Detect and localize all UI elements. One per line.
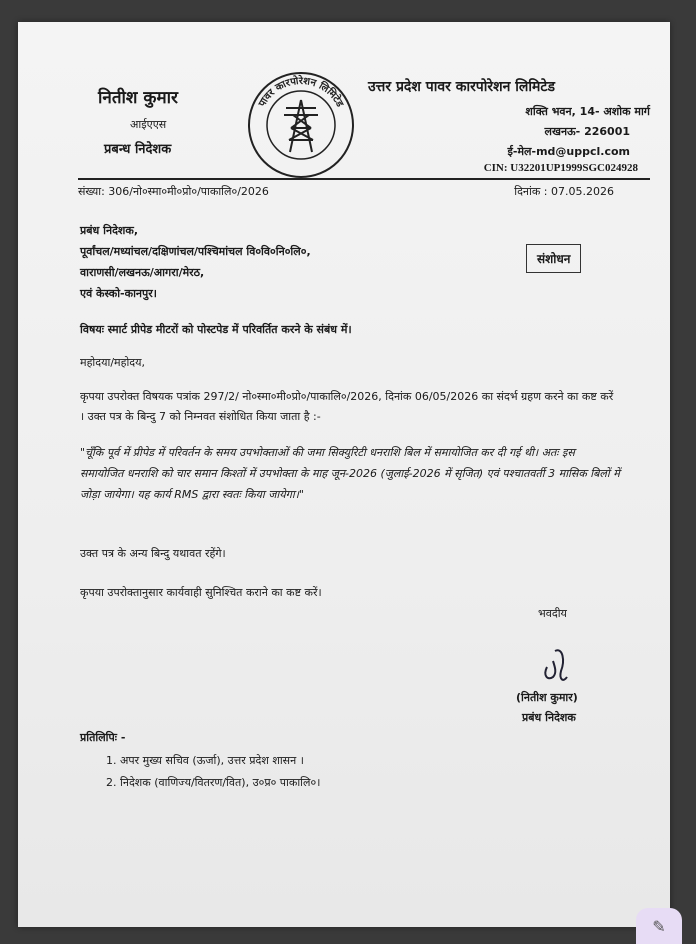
salutation: महोदया/महोदय, (80, 356, 146, 369)
signatory-name: (नितीश कुमार) (516, 691, 578, 704)
edit-button[interactable] (636, 908, 682, 944)
edit-pencil-icon: ✎ (652, 916, 666, 936)
body-paragraph-3: कृपया उपरोक्तानुसार कार्यवाही सुनिश्चित कराने का कष्ट करें। (80, 586, 322, 599)
reference-number: संख्या: 306/नो०स्मा०मी०प्रो०/पाकालि०/2026 (78, 185, 269, 198)
letterhead-address: शक्ति भवन, 14- अशोक मार्ग (525, 105, 650, 118)
addressee-line: वाराणसी/लखनऊ/आगरा/मेरठ, (80, 266, 205, 279)
uppcl-logo (246, 70, 356, 180)
letterhead-name: नितीश कुमार (98, 88, 178, 108)
amendment-stamp: संशोधन (526, 244, 581, 273)
addressee-block (80, 220, 311, 304)
letterhead-ias: आईएएस (130, 118, 167, 131)
letter-date: दिनांक : 07.05.2026 (514, 185, 614, 198)
logo-text: पावर कारपोरेशन लिमिटेड (256, 75, 346, 109)
signature (533, 637, 581, 692)
cc-item: 2. निदेशक (वाणिज्य/वितरण/वित), उ०प्र० पाकालि०। (120, 772, 320, 794)
closing: भवदीय (538, 607, 567, 620)
letterhead-city: लखनऊ- 226001 (544, 125, 630, 138)
letterhead-designation: प्रबन्ध निदेशक (104, 142, 172, 157)
amended-clause-quote: "चूँकि पूर्व में प्रीपेड में परिवर्तन के समय उपभोक्ताओं की जमा सिक्युरिटी धनराशि बिल में समायोजित कर दी गई थी। अतः इस समायोजित धनराशि को चार समान किश्तों में उपभोक्ता के माह जून-2026 (जुलाई-2026 में सृजित) एवं पश्चातवर्ती 3 मासिक बिलों में जोड़ा जायेगा। यह कार्य RMS द्वारा स्वतः किया जायेगा।" (80, 446, 620, 501)
subject-line: विषयः स्मार्ट प्रीपेड मीटरों को पोस्टपेड में परिवर्तित करने के संबंध में। (80, 323, 352, 336)
letterhead-org: उत्तर प्रदेश पावर कारपोरेशन लिमिटेड (368, 79, 555, 95)
cc-heading: प्रतिलिपिः - (80, 731, 126, 744)
letterhead-email: ई-मेल-md@uppcl.com (507, 145, 630, 158)
letter-page (18, 22, 670, 927)
letterhead-cin: CIN: U32201UP1999SGC024928 (483, 162, 638, 174)
signatory-designation: प्रबंध निदेशक (522, 711, 576, 724)
addressee-line: पूर्वांचल/मध्यांचल/दक्षिणांचल/पश्चिमांचल वि०वि०नि०लि०, (80, 245, 311, 258)
cc-list (98, 750, 320, 794)
body-paragraph-1: कृपया उपरोक्त विषयक पत्रांक 297/2/ नो०स्मा०मी०प्रो०/पाकालि०/2026, दिनांक 06/05/2026 का संदर्भ ग्रहण करने का कष्ट करें । उक्त पत्र के बिन्दु 7 को निम्नवत संशोधित किया जाता है :- (80, 390, 614, 423)
addressee-line: एवं केस्को-कानपुर। (80, 287, 157, 300)
body-paragraph-2: उक्त पत्र के अन्य बिन्दु यथावत रहेंगे। (80, 547, 226, 560)
header-divider (78, 178, 650, 180)
addressee-line: प्रबंध निदेशक, (80, 224, 139, 237)
cc-item: 1. अपर मुख्य सचिव (ऊर्जा), उत्तर प्रदेश शासन । (120, 750, 320, 772)
